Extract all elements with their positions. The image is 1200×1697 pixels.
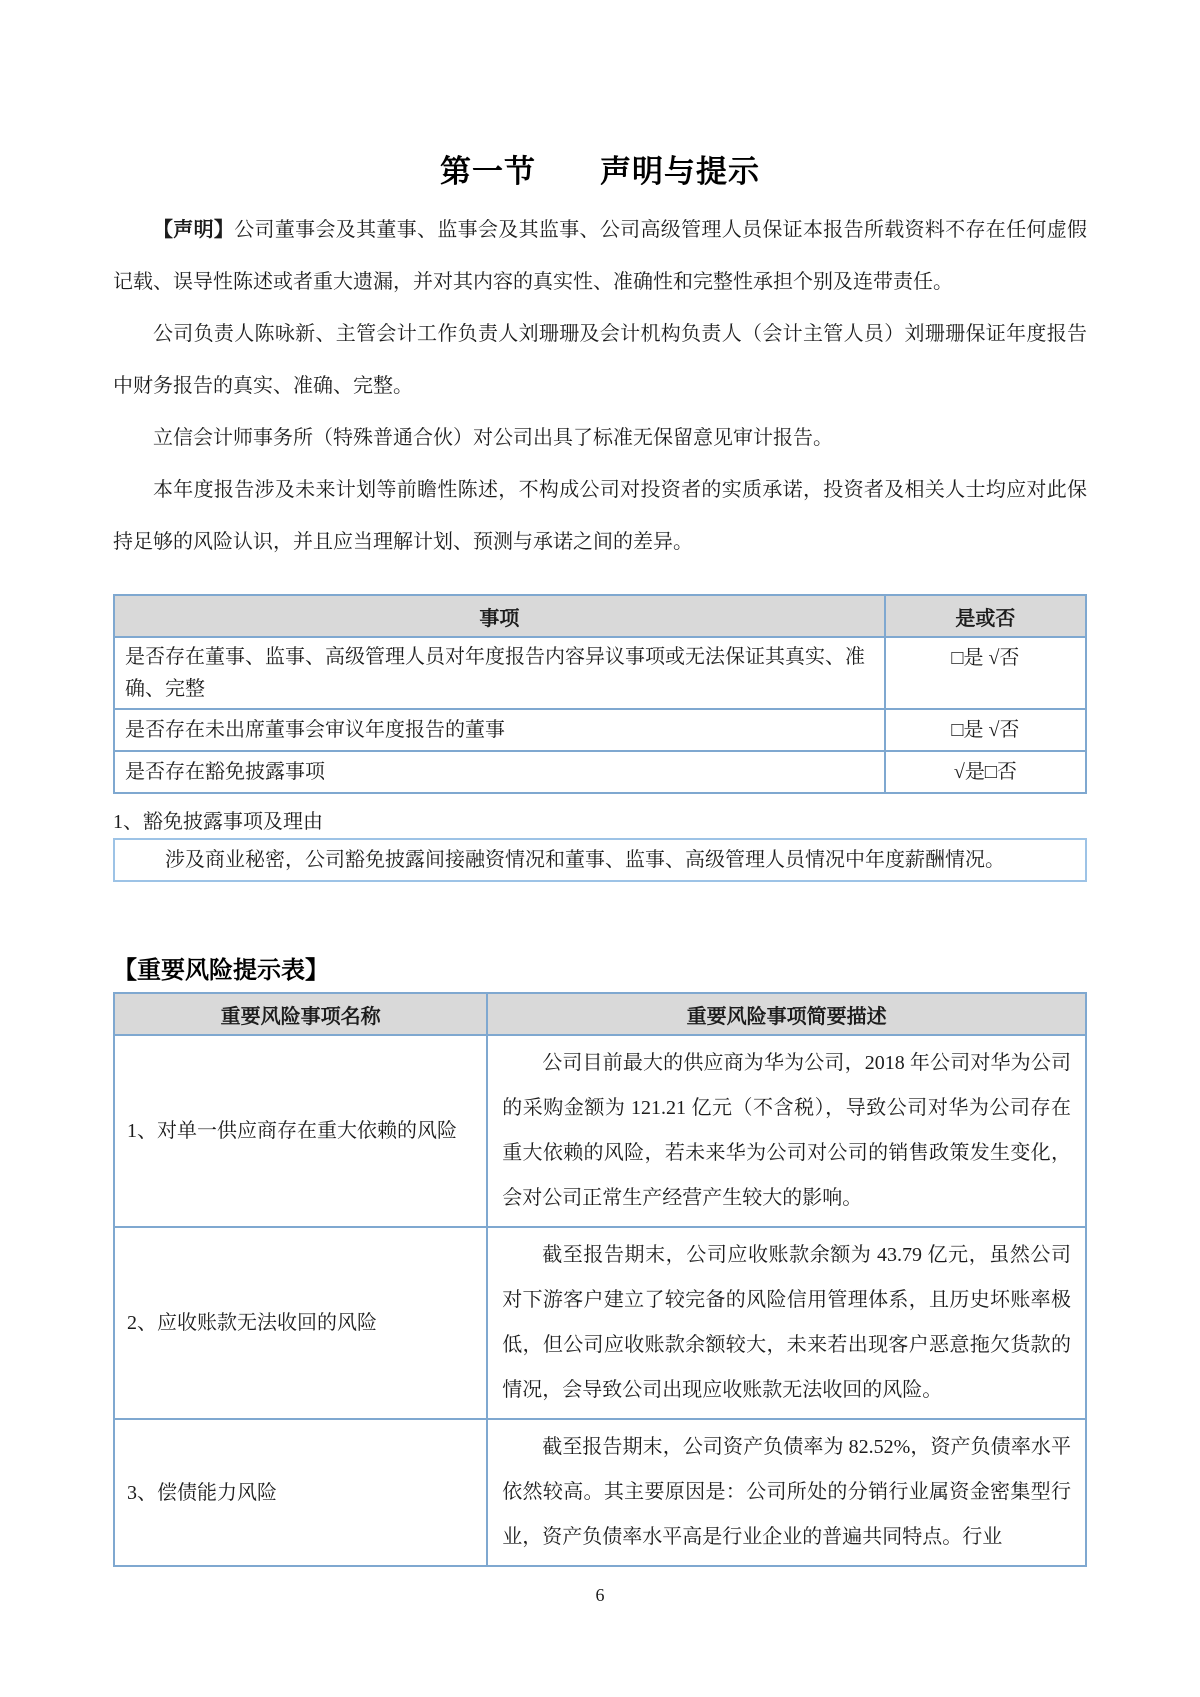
risk-name-3: 3、偿债能力风险 [114,1419,487,1566]
page-title: 第一节 声明与提示 [440,154,760,189]
risk-table-heading: 【重要风险提示表】 [113,957,329,984]
exemption-box [113,838,1087,882]
table-row [114,637,1086,709]
exemption-section-label: 1、豁免披露事项及理由 [113,811,323,833]
declaration-paragraph-3: 立信会计师事务所（特殊普通合伙）对公司出具了标准无保留意见审计报告。 [153,427,833,449]
table-row [114,1419,1086,1566]
statement-answer-2: □是 √否 [885,709,1086,751]
table-row [114,709,1086,751]
declaration-paragraph-1 [113,204,1087,308]
statement-answer-1: □是 √否 [885,637,1086,709]
risk-description-3: 截至报告期末，公司资产负债率为 82.52%，资产负债率水平依然较高。其主要原因是：公司所处的分销行业属资金密集型行业，资产负债率水平高是行业企业的普遍共同特点。行业 [487,1419,1086,1566]
statement-table [113,594,1087,794]
page-number: 6 [595,1585,605,1605]
risk-name-1: 1、对单一供应商存在重大依赖的风险 [114,1035,487,1227]
declaration-paragraph-4: 本年度报告涉及未来计划等前瞻性陈述，不构成公司对投资者的实质承诺，投资者及相关人士均应对此保持足够的风险认识，并且应当理解计划、预测与承诺之间的差异。 [113,479,1087,553]
risk-description-1: 公司目前最大的供应商为华为公司，2018 年公司对华为公司的采购金额为 121.21 亿元（不含税），导致公司对华为公司存在重大依赖的风险，若未来华为公司对公司的销售政策发生变化，会对公司正常生产经营产生较大的影响。 [487,1035,1086,1227]
statement-item-1: 是否存在董事、监事、高级管理人员对年度报告内容异议事项或无法保证其真实、准确、完整 [114,637,885,709]
risk-description-2: 截至报告期末，公司应收账款余额为 43.79 亿元，虽然公司对下游客户建立了较完备的风险信用管理体系，且历史坏账率极低，但公司应收账款余额较大，未来若出现客户恶意拖欠货款的情况，会导致公司出现应收账款无法收回的风险。 [487,1227,1086,1419]
declaration-label: 【声明】 [153,219,235,241]
statement-item-2: 是否存在未出席董事会审议年度报告的董事 [114,709,885,751]
table-row [114,751,1086,793]
declaration-paragraph-1-text: 公司董事会及其董事、监事会及其监事、公司高级管理人员保证本报告所载资料不存在任何虚假记载、误导性陈述或者重大遗漏，并对其内容的真实性、准确性和完整性承担个别及连带责任。 [113,219,1088,293]
risk-name-2: 2、应收账款无法收回的风险 [114,1227,487,1419]
statement-table-header-item: 事项 [114,595,885,637]
statement-answer-3: √是□否 [885,751,1086,793]
exemption-content: 涉及商业秘密，公司豁免披露间接融资情况和董事、监事、高级管理人员情况中年度薪酬情况。 [165,849,1005,871]
statement-table-header-yesno: 是或否 [885,595,1086,637]
risk-table-header-row [114,993,1086,1035]
statement-table-header-row [114,595,1086,637]
page-content [113,0,1087,1607]
table-row [114,1035,1086,1227]
declaration-paragraph-2: 公司负责人陈咏新、主管会计工作负责人刘珊珊及会计机构负责人（会计主管人员）刘珊珊保证年度报告中财务报告的真实、准确、完整。 [113,323,1087,397]
risk-table-header-name: 重要风险事项名称 [114,993,487,1035]
risk-table-header-description: 重要风险事项简要描述 [487,993,1086,1035]
statement-item-3: 是否存在豁免披露事项 [114,751,885,793]
risk-table [113,992,1087,1567]
table-row [114,1227,1086,1419]
